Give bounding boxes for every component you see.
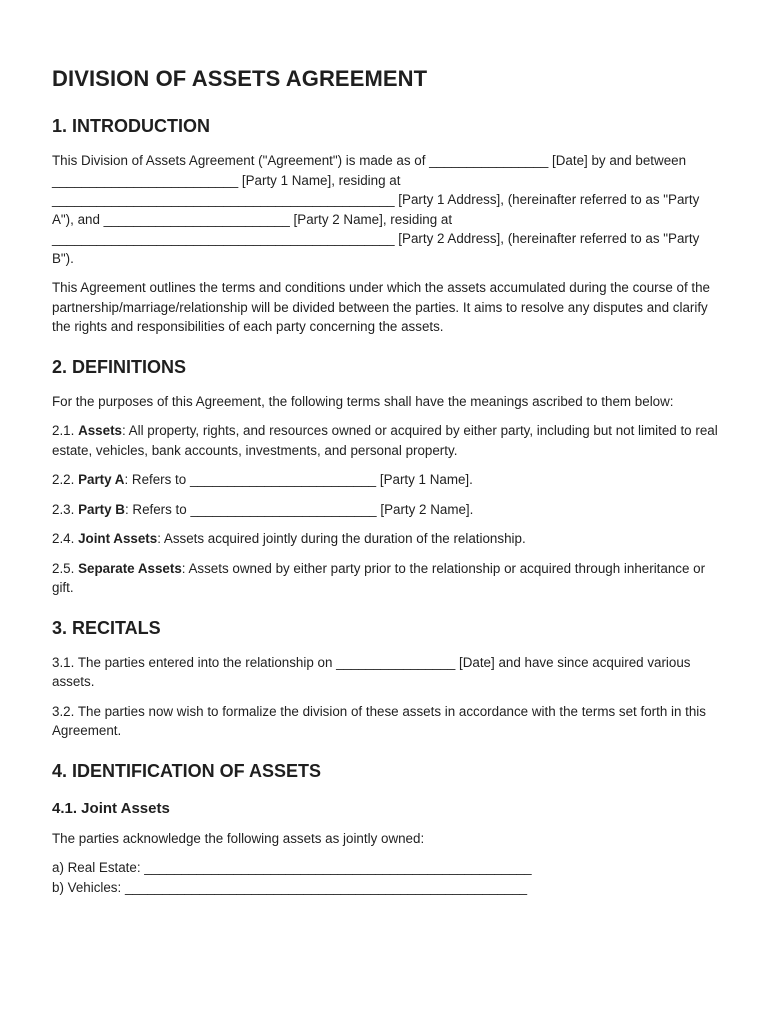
section-identification-of-assets xyxy=(52,761,720,898)
definition-text: : Assets owned by either party prior to the relationship or acquired through inheritance or gift. xyxy=(52,560,706,595)
definition-item xyxy=(52,559,720,598)
document-page xyxy=(52,66,720,897)
definition-term: Assets xyxy=(78,423,122,438)
definition-term: Separate Assets xyxy=(78,560,182,576)
joint-assets-intro: The parties acknowledge the following assets as jointly owned: xyxy=(52,830,425,846)
heading-identification-of-assets: 4. IDENTIFICATION OF ASSETS xyxy=(52,760,322,781)
definition-number: 2.3. xyxy=(52,501,79,517)
definition-number: 2.4. xyxy=(52,531,79,546)
definition-number: 2.5. xyxy=(52,560,79,576)
definition-term: Party B xyxy=(78,501,125,517)
vehicles-line: b) Vehicles: ______________________________________________________ xyxy=(52,879,528,895)
definition-text: : Refers to _________________________ [Party 1 Name]. xyxy=(124,472,473,487)
definition-term: Party A xyxy=(78,472,125,487)
definition-item xyxy=(52,529,720,549)
definition-term: Joint Assets xyxy=(78,531,158,546)
heading-joint-assets: 4.1. Joint Assets xyxy=(52,799,170,817)
definition-item xyxy=(52,421,720,460)
real-estate-line: a) Real Estate: ____________________________________________________ xyxy=(52,860,532,875)
definition-item xyxy=(52,470,720,490)
subsection-joint-assets xyxy=(52,800,720,898)
heading-recitals: 3. RECITALS xyxy=(52,617,161,638)
definition-text: : Assets acquired jointly during the duration of the relationship. xyxy=(157,531,526,546)
section-introduction xyxy=(52,116,720,337)
definition-item xyxy=(52,500,720,520)
heading-introduction: 1. INTRODUCTION xyxy=(52,116,211,136)
definition-text: : Refers to _________________________ [Party 2 Name]. xyxy=(124,501,474,517)
definitions-intro: For the purposes of this Agreement, the following terms shall have the meanings ascribed to them below: xyxy=(52,393,674,409)
recital-paragraph-1: 3.1. The parties entered into the relationship on ________________ [Date] and have since acquired various assets. xyxy=(52,654,691,689)
definition-number: 2.1. xyxy=(52,423,79,438)
recital-paragraph-2: 3.2. The parties now wish to formalize the division of these assets in accordance with the terms set forth in this Agreement. xyxy=(52,703,706,738)
section-recitals xyxy=(52,618,720,741)
intro-paragraph-1: This Division of Assets Agreement ("Agreement") is made as of ________________ [Date] by and between _________________________ [Party 1 Name], residing at ______________________________________________ [Party 1 Address], (hereinafter referred to as "Party A"), and _________________________ [Party 2 Name], residing at ______________________________________________ [Party 2 Address], (hereinafter referred to as "Party B"). xyxy=(52,153,700,266)
heading-definitions: 2. DEFINITIONS xyxy=(52,356,187,377)
definition-text: : All property, rights, and resources owned or acquired by either party, including but not limited to real estate, vehicles, bank accounts, investments, and personal property. xyxy=(52,423,718,458)
section-definitions xyxy=(52,357,720,598)
definition-number: 2.2. xyxy=(52,472,79,487)
intro-paragraph-2: This Agreement outlines the terms and conditions under which the assets accumulated during the course of the partnership/marriage/relationship will be divided between the parties. It aims to resolve any disputes and clarify the rights and responsibilities of each party concerning the assets. xyxy=(52,280,711,334)
document-title: DIVISION OF ASSETS AGREEMENT xyxy=(52,66,428,91)
